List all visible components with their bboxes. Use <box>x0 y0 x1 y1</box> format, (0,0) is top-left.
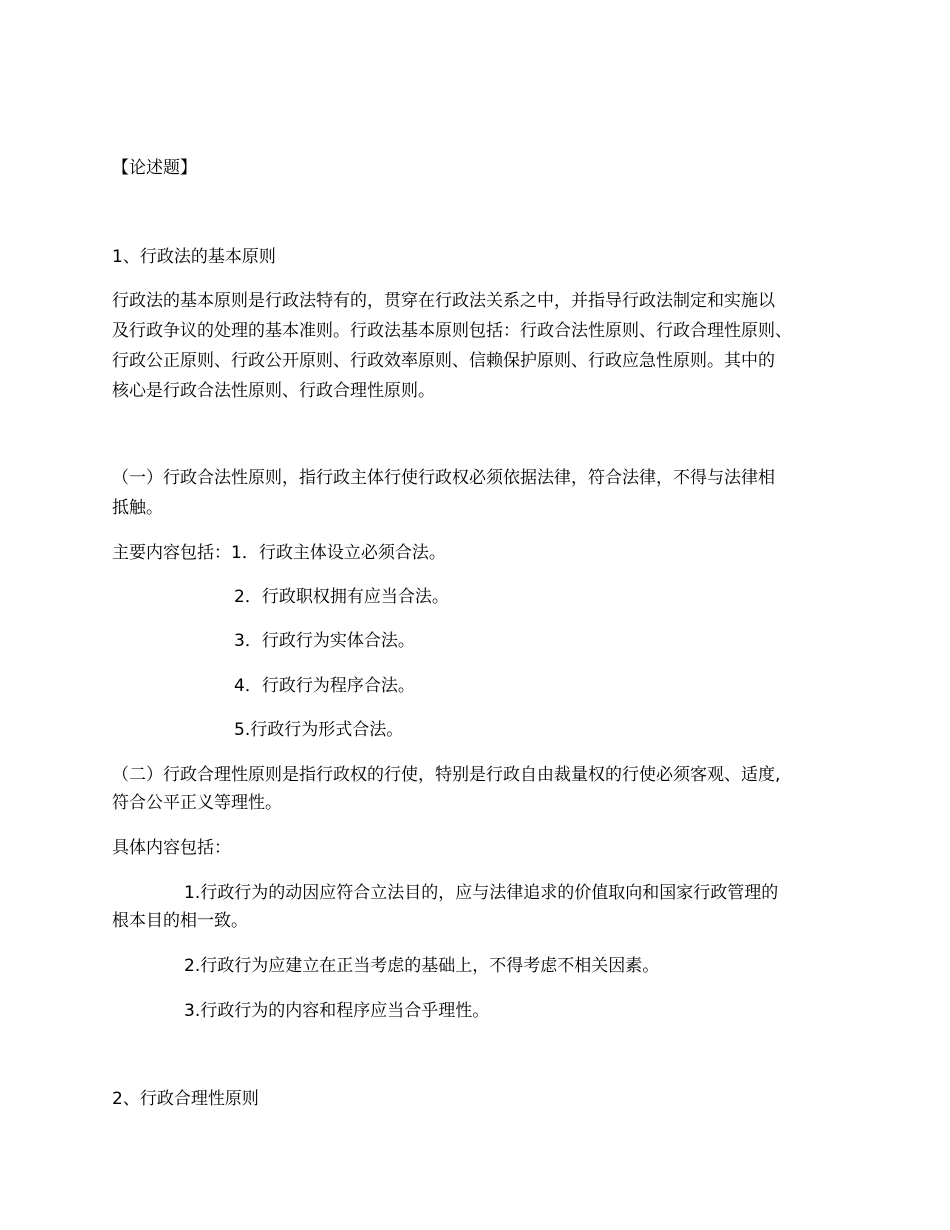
q1-intro-line-4: 核心是行政合法性原则、行政合理性原则。 <box>112 381 435 401</box>
question-1-title: 1、行政法的基本原则 <box>112 247 276 267</box>
legality-principle-line-2: 抵触。 <box>112 498 163 518</box>
q1-intro-line-3: 行政公正原则、行政公开原则、行政效率原则、信赖保护原则、行政应急性原则。其中的 <box>112 351 775 371</box>
rationality-item-1-line-1: 1.行政行为的动因应符合立法目的，应与法律追求的价值取向和国家行政管理的 <box>184 883 779 903</box>
question-2-title: 2、行政合理性原则 <box>112 1089 259 1109</box>
q1-intro-line-1: 行政法的基本原则是行政法特有的，贯穿在行政法关系之中，并指导行政法制定和实施以 <box>112 291 775 311</box>
legality-item-4: 4．行政行为程序合法。 <box>234 676 415 696</box>
rationality-item-2: 2.行政行为应建立在正当考虑的基础上，不得考虑不相关因素。 <box>184 956 660 976</box>
q1-intro-line-2: 及行政争议的处理的基本准则。行政法基本原则包括：行政合法性原则、行政合理性原则、 <box>112 321 792 341</box>
legality-item-2: 2．行政职权拥有应当合法。 <box>234 587 449 607</box>
rationality-principle-line-2: 符合公平正义等理性。 <box>112 793 282 813</box>
legality-item-5: 5.行政行为形式合法。 <box>234 720 404 740</box>
section-heading: 【论述题】 <box>112 158 197 178</box>
rationality-content-label: 具体内容包括： <box>112 838 231 858</box>
legality-principle-line-1: （一）行政合法性原则，指行政主体行使行政权必须依据法律，符合法律，不得与法律相 <box>112 468 775 488</box>
legality-item-3: 3．行政行为实体合法。 <box>234 631 415 651</box>
legality-content-label: 主要内容包括：1．行政主体设立必须合法。 <box>112 543 446 563</box>
rationality-item-3: 3.行政行为的内容和程序应当合乎理性。 <box>184 1001 490 1021</box>
rationality-item-1-line-2: 根本目的相一致。 <box>112 911 248 931</box>
rationality-principle-line-1: （二）行政合理性原则是指行政权的行使，特别是行政自由裁量权的行使必须客观、适度, <box>112 765 781 785</box>
